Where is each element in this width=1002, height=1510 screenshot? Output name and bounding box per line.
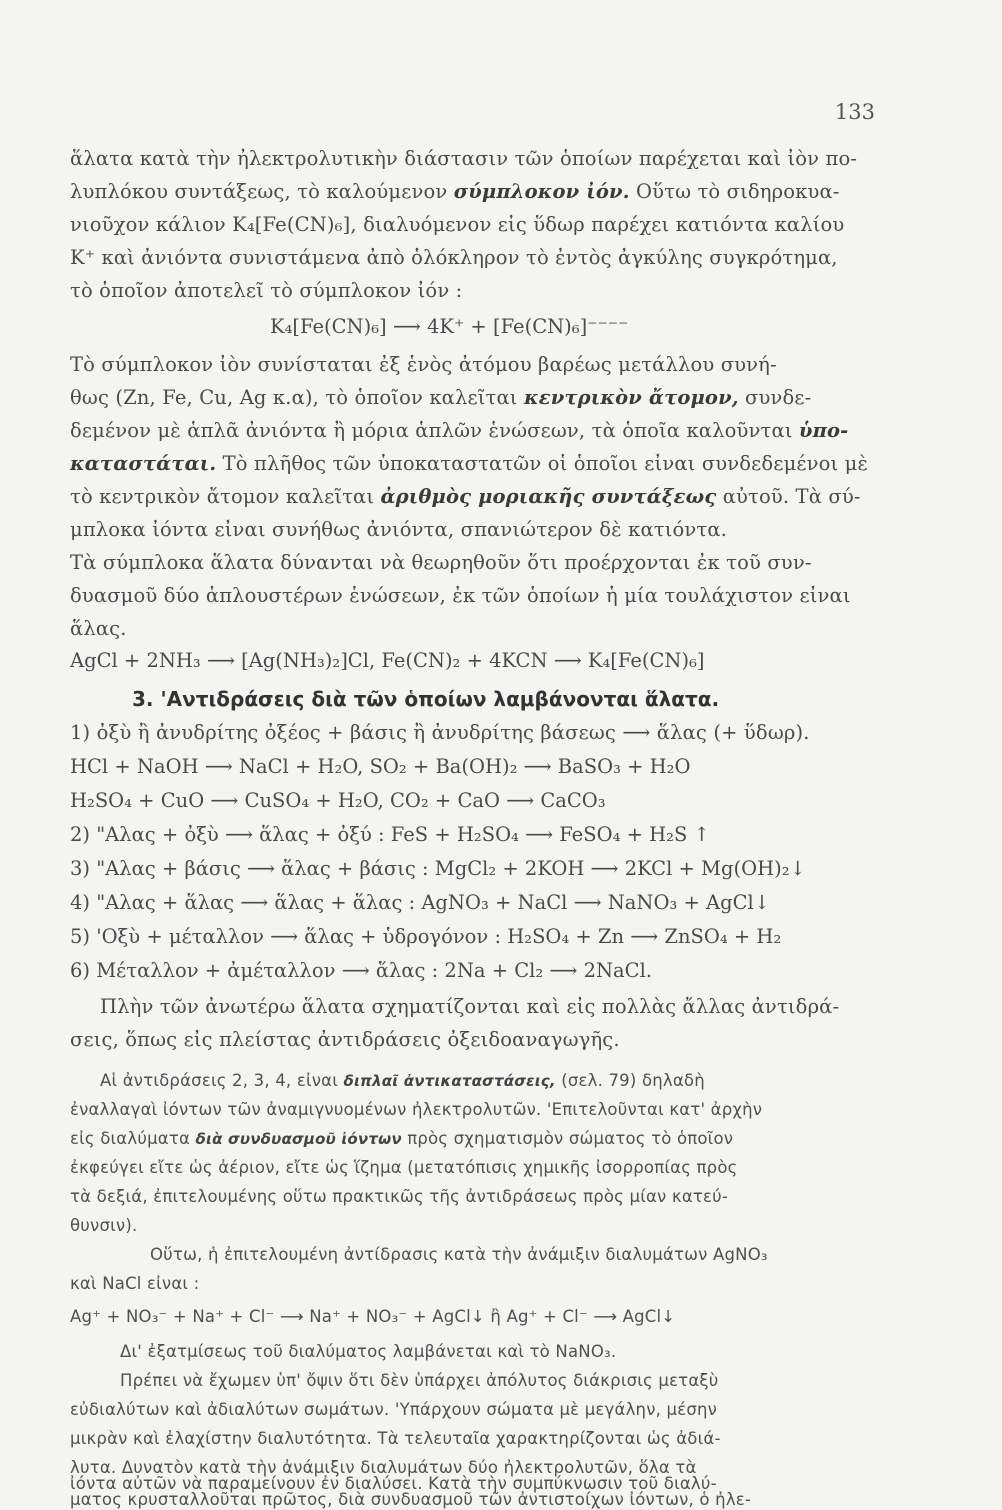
line-text: Δι' ἐξατμίσεως τοῦ διαλύματος λαμβάνεται καὶ τὸ NaNO₃.	[120, 1343, 617, 1361]
text-line	[70, 960, 886, 982]
text-line	[70, 756, 886, 778]
line-text: δεμένον μὲ ἁπλᾶ ἀνιόντα ἢ μόρια ἁπλῶν ἑνώσεων, τὰ ὁποῖα καλοῦνται	[70, 420, 799, 442]
text-line	[70, 453, 886, 475]
line-text: τὸ κεντρικὸν ἄτομον καλεῖται	[70, 486, 381, 508]
line-text: Ag⁺ + NO₃⁻ + Na⁺ + Cl⁻ ⟶ Na⁺ + NO₃⁻ + AgCl↓ ἢ Ag⁺ + Cl⁻ ⟶ AgCl↓	[70, 1308, 676, 1326]
line-text: 4) "Αλας + ἅλας ⟶ ἅλας + ἅλας : AgNO₃ + NaCl ⟶ NaNO₃ + AgCl↓	[70, 892, 771, 914]
line-text: θυνσιν).	[70, 1217, 138, 1235]
text-line	[70, 148, 886, 170]
line-text: ἰόντα αὐτῶν νὰ παραμείνουν ἐν διαλύσει. Κατὰ τὴν συμπύκνωσιν τοῦ διαλύ-	[70, 1475, 717, 1494]
text-line	[70, 585, 886, 607]
emphasized-term: ἀριθμὸς μοριακῆς συντάξεως	[380, 486, 717, 508]
text-line	[70, 280, 886, 302]
text-line	[70, 1159, 886, 1178]
text-line	[70, 1275, 886, 1294]
line-text: αὐτοῦ. Τὰ σύ-	[716, 486, 861, 508]
text-line	[70, 1430, 886, 1449]
text-line	[270, 316, 1002, 338]
line-text: ἅλατα κατὰ τὴν ἠλεκτρολυτικὴν διάστασιν τῶν ὁποίων παρέχεται καὶ ἰὸν πο-	[70, 148, 858, 170]
line-text: Αἱ ἀντιδράσεις 2, 3, 4, εἶναι	[100, 1072, 344, 1090]
text-line	[70, 486, 886, 508]
emphasized-term: διὰ συνδυασμοῦ ἰόντων	[195, 1130, 402, 1148]
line-text: θως (Zn, Fe, Cu, Ag κ.α), τὸ ὁποῖον καλεῖται	[70, 387, 524, 409]
text-line	[70, 247, 886, 269]
text-line	[70, 1188, 886, 1207]
line-text: λυτα. Δυνατὸν κατὰ τὴν ἀνάμιξιν διαλυμάτων δύο ἠλεκτρολυτῶν, ὅλα τὰ	[70, 1459, 697, 1477]
text-line	[150, 1246, 966, 1265]
text-line	[70, 1491, 886, 1510]
line-text: AgCl + 2NH₃ ⟶ [Ag(NH₃)₂]Cl, Fe(CN)₂ + 4KCN ⟶ K₄[Fe(CN)₆]	[70, 650, 705, 672]
text-line	[70, 1401, 886, 1420]
line-text: μπλοκα ἰόντα εἶναι συνήθως ἀνιόντα, σπανιώτερον δὲ κατιόντα.	[70, 519, 728, 541]
line-text: καὶ NaCl εἶναι :	[70, 1275, 200, 1293]
text-line	[70, 722, 886, 744]
line-text: K₄[Fe(CN)₆] ⟶ 4K⁺ + [Fe(CN)₆]⁻⁻⁻⁻	[270, 316, 629, 338]
emphasized-term: ὑπο-	[798, 420, 849, 442]
line-text: συνδε-	[738, 387, 812, 409]
line-text: Τὸ σύμπλοκον ἰὸν συνίσταται ἐξ ἑνὸς ἀτόμου βαρέως μετάλλου συνή-	[70, 354, 777, 376]
line-text: τὰ δεξιά, ἐπιτελουμένης οὕτω πρακτικῶς τῆς ἀντιδράσεως πρὸς μίαν κατεύ-	[70, 1188, 729, 1206]
line-text: Οὕτω, ἡ ἐπιτελουμένη ἀντίδρασις κατὰ τὴν ἀνάμιξιν διαλυμάτων AgNO₃	[150, 1246, 768, 1264]
text-line	[100, 1072, 916, 1091]
text-line	[132, 688, 948, 711]
line-text: ἅλας.	[70, 618, 127, 640]
line-text: 1) ὀξὺ ἢ ἀνυδρίτης ὀξέος + βάσις ἢ ἀνυδρίτης βάσεως ⟶ ἅλας (+ ὕδωρ).	[70, 722, 810, 744]
text-line	[120, 1372, 936, 1391]
line-text: K⁺ καὶ ἀνιόντα συνιστάμενα ἀπὸ ὁλόκληρον τὸ ἐντὸς ἀγκύλης συγκρότημα,	[70, 247, 838, 269]
text-line	[70, 926, 886, 948]
line-text: 2) "Αλας + ὀξὺ ⟶ ἅλας + ὀξύ : FeS + H₂SO₄ ⟶ FeSO₄ + H₂S ↑	[70, 824, 710, 846]
line-text: πρὸς σχηματισμὸν σώματος τὸ ὁποῖον	[401, 1130, 734, 1148]
text-line	[70, 1101, 886, 1120]
text-line	[70, 1308, 886, 1327]
line-text: Οὕτω τὸ σιδηροκυα-	[629, 181, 840, 203]
text-line	[120, 1343, 936, 1362]
line-text: σεις, ὅπως εἰς πλείστας ἀντιδράσεις ὀξειδοαναγωγῆς.	[70, 1029, 620, 1051]
emphasized-term: καταστάται.	[70, 453, 217, 475]
line-text: (σελ. 79) δηλαδὴ	[555, 1072, 705, 1090]
text-line	[70, 387, 886, 409]
text-line	[70, 181, 886, 203]
line-text: Τὰ σύμπλοκα ἅλατα δύνανται νὰ θεωρηθοῦν ὅτι προέρχονται ἐκ τοῦ συν-	[70, 552, 812, 574]
text-line	[70, 552, 886, 574]
line-text: εὐδιαλύτων καὶ ἀδιαλύτων σωμάτων. 'Υπάρχουν σώματα μὲ μεγάλην, μέσην	[70, 1401, 718, 1419]
line-text: 3. 'Αντιδράσεις διὰ τῶν ὁποίων λαμβάνονται ἅλατα.	[132, 688, 720, 711]
text-line	[70, 892, 886, 914]
text-line	[70, 1217, 886, 1236]
text-line	[70, 1029, 886, 1051]
line-text: 3) "Αλας + βάσις ⟶ ἅλας + βάσις : MgCl₂ + 2KOH ⟶ 2KCl + Mg(OH)₂↓	[70, 858, 806, 880]
line-text: HCl + NaOH ⟶ NaCl + H₂O, SO₂ + Ba(OH)₂ ⟶ BaSO₃ + H₂O	[70, 756, 691, 778]
text-line	[70, 420, 886, 442]
line-text: Πρέπει νὰ ἔχωμεν ὑπ' ὄψιν ὅτι δὲν ὑπάρχει ἀπόλυτος διάκρισις μεταξὺ	[120, 1372, 719, 1390]
line-text: εἰς διαλύματα	[70, 1130, 196, 1148]
line-text: H₂SO₄ + CuO ⟶ CuSO₄ + H₂O, CO₂ + CaO ⟶ CaCO₃	[70, 790, 606, 812]
line-text: 5) 'Οξὺ + μέταλλον ⟶ ἅλας + ὑδρογόνον : H₂SO₄ + Zn ⟶ ZnSO₄ + H₂	[70, 926, 782, 948]
line-text: 6) Μέταλλον + ἀμέταλλον ⟶ ἅλας : 2Na + Cl₂ ⟶ 2NaCl.	[70, 960, 653, 982]
line-text: ματος κρυσταλλοῦται πρῶτος, διὰ συνδυασμοῦ τῶν ἀντιστοίχων ἰόντων, ὁ ἠλε-	[70, 1491, 752, 1510]
text-line	[70, 1130, 886, 1149]
emphasized-term: κεντρικὸν ἄτομον,	[523, 387, 739, 409]
text-line	[70, 650, 886, 672]
line-text: Πλὴν τῶν ἀνωτέρω ἅλατα σχηματίζονται καὶ εἰς πολλὰς ἄλλας ἀντιδρά-	[100, 996, 840, 1018]
line-text: δυασμοῦ δύο ἁπλουστέρων ἑνώσεων, ἐκ τῶν ὁποίων ἡ μία τουλάχιστον εἶναι	[70, 585, 851, 607]
text-line	[70, 214, 886, 236]
emphasized-term: διπλαῖ ἀντικαταστάσεις,	[343, 1072, 556, 1090]
page-number: 133	[834, 100, 875, 124]
text-line	[100, 996, 916, 1018]
text-line	[70, 858, 886, 880]
line-text: ἐναλλαγαὶ ἰόντων τῶν ἀναμιγνυομένων ἠλεκτρολυτῶν. 'Επιτελοῦνται κατ' ἀρχὴν	[70, 1101, 763, 1119]
text-line	[70, 354, 886, 376]
emphasized-term: σύμπλοκον ἰόν.	[453, 181, 630, 203]
line-text: μικρὰν καὶ ἐλαχίστην διαλυτότητα. Τὰ τελευταῖα χαρακτηρίζονται ὡς ἀδιά-	[70, 1430, 721, 1448]
line-text: ἐκφεύγει εἴτε ὡς ἀέριον, εἴτε ὡς ἵζημα (μετατόπισις χημικῆς ἰσορροπίας πρὸς	[70, 1159, 738, 1177]
line-text: νιοῦχον κάλιον K₄[Fe(CN)₆], διαλυόμενον εἰς ὕδωρ παρέχει κατιόντα καλίου	[70, 214, 845, 236]
line-text: Τὸ πλῆθος τῶν ὑποκαταστατῶν οἱ ὁποῖοι εἶναι συνδεδεμένοι μὲ	[216, 453, 869, 475]
line-text: τὸ ὁποῖον ἀποτελεῖ τὸ σύμπλοκον ἰόν :	[70, 280, 463, 302]
text-line	[70, 790, 886, 812]
text-line	[70, 618, 886, 640]
line-text: λυπλόκου συντάξεως, τὸ καλούμενον	[70, 181, 454, 203]
text-line	[70, 824, 886, 846]
text-line	[70, 519, 886, 541]
